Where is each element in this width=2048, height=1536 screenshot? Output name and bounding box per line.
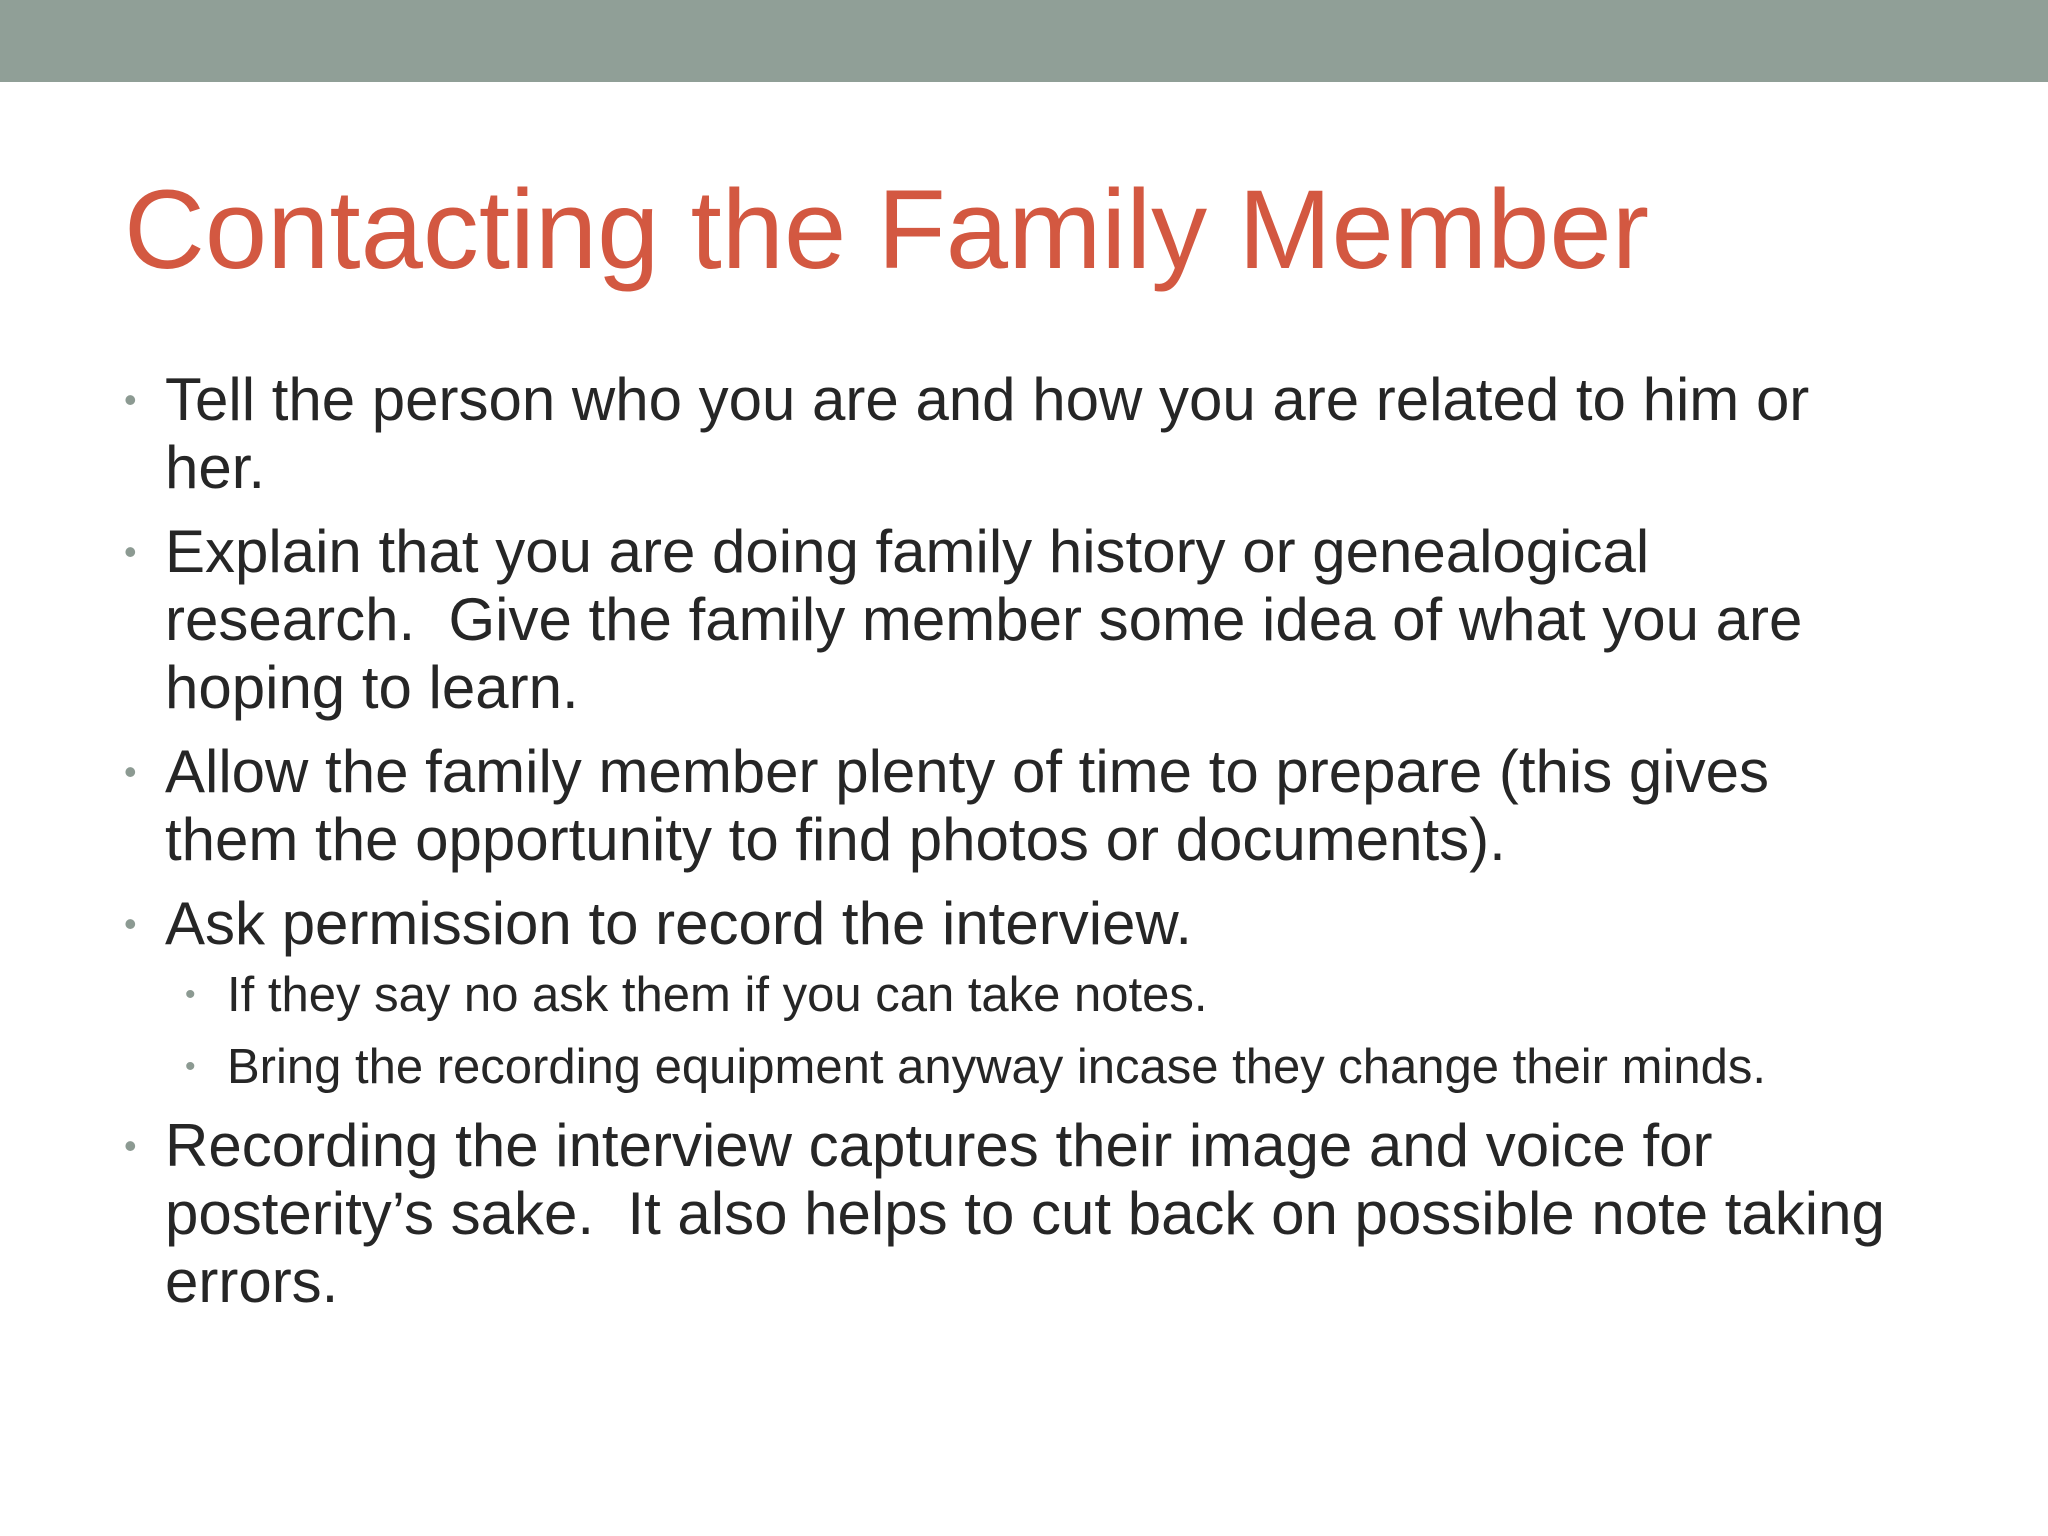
- bullet-item: [120, 518, 1900, 722]
- bullet-item: [120, 366, 1900, 502]
- sub-bullet-dot-icon: •: [185, 1050, 196, 1083]
- bullet-text: Recording the interview captures their image and voice for posterity’s sake. It also helps to cut back on possible note taking errors.: [165, 1112, 1902, 1315]
- slide-title: Contacting the Family Member: [124, 167, 1650, 292]
- bullet-dot-icon: •: [124, 751, 137, 792]
- sub-bullet-item: [185, 1038, 1900, 1096]
- sub-bullet-text: If they say no ask them if you can take notes.: [227, 968, 1208, 1022]
- bullet-dot-icon: •: [124, 379, 137, 420]
- sub-bullet-item: [185, 966, 1900, 1024]
- bullet-dot-icon: •: [124, 531, 137, 572]
- bullet-text: Ask permission to record the interview.: [165, 890, 1193, 957]
- bullet-item: [120, 890, 1900, 1096]
- sub-bullet-list: [165, 966, 1900, 1096]
- bullet-item: [120, 1112, 1900, 1316]
- top-accent-band: [0, 0, 2048, 82]
- bullet-text: Explain that you are doing family history or genealogical research. Give the family member some idea of what you are hoping to learn.: [165, 518, 1820, 721]
- bullet-item: [120, 738, 1900, 874]
- sub-bullet-dot-icon: •: [185, 978, 196, 1011]
- bullet-list: [120, 366, 1900, 1332]
- bullet-text: Tell the person who you are and how you are related to him or her.: [165, 366, 1810, 501]
- bullet-dot-icon: •: [124, 1125, 137, 1166]
- bullet-dot-icon: •: [124, 903, 137, 944]
- sub-bullet-text: Bring the recording equipment anyway incase they change their minds.: [227, 1040, 1766, 1094]
- bullet-text: Allow the family member plenty of time to prepare (this gives them the opportunity to find photos or documents).: [165, 738, 1769, 873]
